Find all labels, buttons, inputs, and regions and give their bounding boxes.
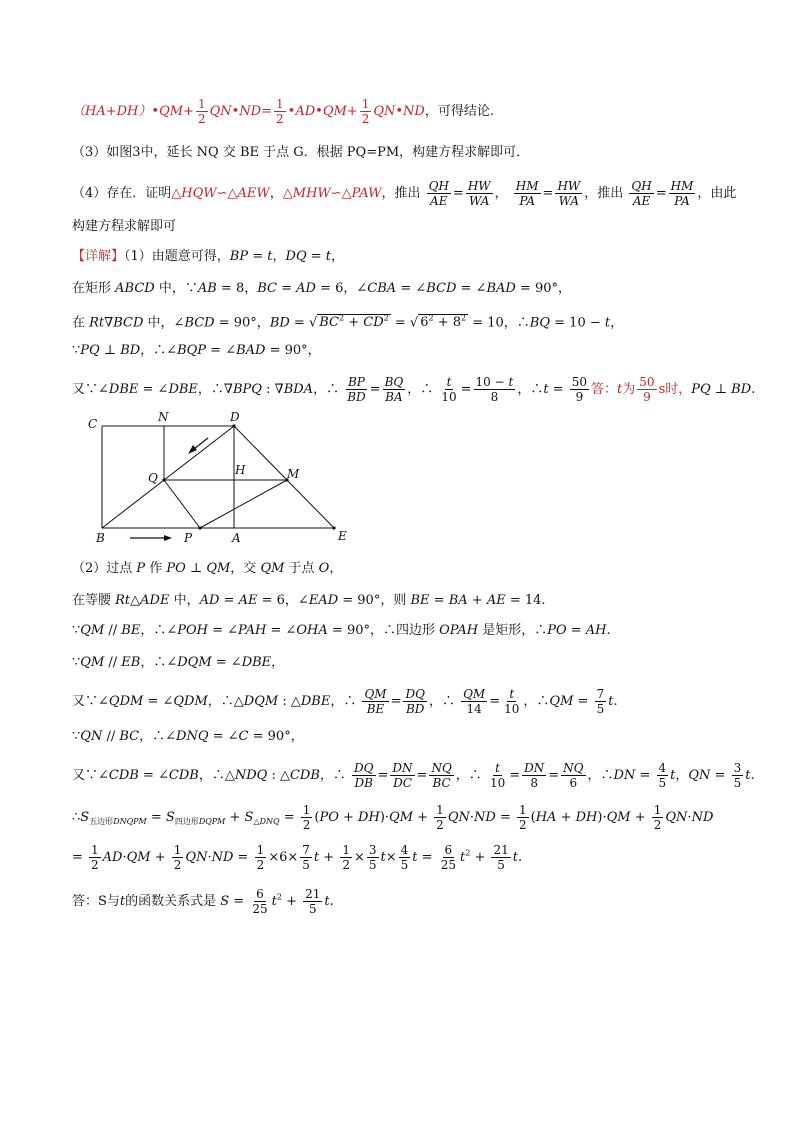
solution-line-3: 在 Rt∇BCD 中，∠BCD = 90°，BD = √ $BC^2 + CD^2$ = √ $6^2 + 8^2 = 10$，∴BQ = 10 − t， (72, 314, 624, 331)
segment-BD (102, 426, 234, 528)
solution-line-5: 又∵∠DBE = ∠DBE，∴∇BPQ : ∇BDA，∴ $\frac{BP}{BD}$ = $\frac{BQ}{BA}$ ，∴ $\frac{t}{10}$ = $\frac{10 - t}{8}$ ，∴t = $\frac{50}{9}$ 答：t为 $\frac{50}{9}$ s时，PQ ⊥ BD. (72, 375, 756, 404)
arrow-head-BE (164, 535, 172, 541)
label-B: B (96, 531, 105, 545)
geometry-figure (84, 408, 364, 548)
label-N: N (158, 410, 169, 424)
label-H: H (235, 463, 246, 477)
solution-line-9: ∵QM // EB，∴∠DQM = ∠DBE， (72, 655, 285, 670)
label-Q: Q (148, 471, 158, 485)
solution-line-4: ∵PQ ⊥ BD，∴∠BQP = ∠BAD = 90°， (72, 343, 321, 358)
solution-line-8: ∵QM // BE，∴∠POH = ∠PAH = ∠OHA = 90°，∴四边形 OPAH 是矩形，∴PO = AH. (72, 623, 611, 638)
label-A: A (232, 531, 241, 545)
hint-line-1-tail: ，可得结论. (424, 104, 494, 119)
label-D: D (230, 410, 240, 424)
solution-line-10: 又∵∠QDM = ∠QDM，∴△DQM : △DBE，∴ $\frac{QM}{BE}$ = $\frac{DQ}{BD}$ ，∴ $\frac{QM}{14}$ = $\frac{t}{10}$ ，∴QM = $\frac{7}{5}$ t. (72, 687, 618, 716)
segment-PM (200, 480, 287, 528)
hint-line-3: （4）存在．证明△HQW∽△AEW，△MHW∽△PAW，推出 $\frac{QH}{AE}$ = $\frac{HW}{WA}$ ， $\frac{HM}{PA}$ = $\frac{HW}{WA}$ ，推出 $\frac{QH}{AE}$ = $\frac{HM}{PA}$ ，由此 (72, 179, 737, 208)
solution-line-11: ∵QN // BC，∴∠DNQ = ∠C = 90°， (72, 729, 304, 744)
solution-line-1: 【详解】（1）由题意可得，BP = t，DQ = t， (72, 249, 345, 264)
solution-line-13: $\therefore S_{五边形DNQPM} = S_{四边形DQPM} + S_{\triangle DNQ}$ = $\frac{1}{2}$ (PO + DH)·QM + $\frac{1}{2}$ QN·ND = $\frac{1}{2}$ (HA + DH)·QM + $\frac{1}{2}$ QN·ND (72, 803, 714, 832)
segment-QP (164, 480, 200, 528)
solution-line-14: = $\frac{1}{2}$ AD·QM + $\frac{1}{2}$ QN·ND = $\frac{1}{2}$ ×6× $\frac{7}{5}$ t + $\frac{1}{2}$ × $\frac{3}{5}$ t× $\frac{4}{5}$ t = $\frac{6}{25}$ $t^2$ + $\frac{21}{5}$ t. (72, 843, 523, 872)
arrow-head-DB (188, 445, 197, 454)
label-P: P (184, 531, 193, 545)
label-C: C (88, 417, 98, 431)
solution-line-6: （2）过点 P 作 PO ⊥ QM，交 QM 于点 O， (72, 561, 343, 576)
label-M: M (287, 467, 300, 481)
solution-line-2: 在矩形 ABCD 中，∵AB = 8，BC = AD = 6，∠CBA = ∠BCD = ∠BAD = 90°， (72, 281, 572, 296)
hint-line-1: （HA+DH）•QM+ $\frac{1}{2}$ QN•ND= $\frac{1}{2}$ •AD•QM+ $\frac{1}{2}$ QN•ND，可得结论. (72, 97, 494, 126)
solution-line-12: 又∵∠CDB = ∠CDB，∴△NDQ : △CDB，∴ $\frac{DQ}{DB}$ = $\frac{DN}{DC}$ = $\frac{NQ}{BC}$ ，∴ $\frac{t}{10}$ = $\frac{DN}{8}$ = $\frac{NQ}{6}$ ，∴DN = $\frac{4}{5}$ t，QN = $\frac{3}{5}$ t. (72, 761, 755, 790)
hint-line-2: （3）如图3中，延长 NQ 交 BE 于点 G．根据 PQ=PM，构建方程求解即可． (72, 145, 530, 160)
label-E: E (338, 529, 347, 543)
hint-line-4: 构建方程求解即可 (72, 219, 177, 234)
solution-line-15: 答：S与t的函数关系式是 S = $\frac{6}{25}$ $t^2$ + $\frac{21}{5}$ t. (72, 887, 334, 916)
segment-DE (234, 426, 334, 528)
solution-heading: 【详解】 (72, 249, 125, 264)
solution-line-7: 在等腰 Rt△ADE 中，AD = AE = 6，∠EAD = 90°，则 BE = BA + AE = 14. (72, 593, 546, 608)
